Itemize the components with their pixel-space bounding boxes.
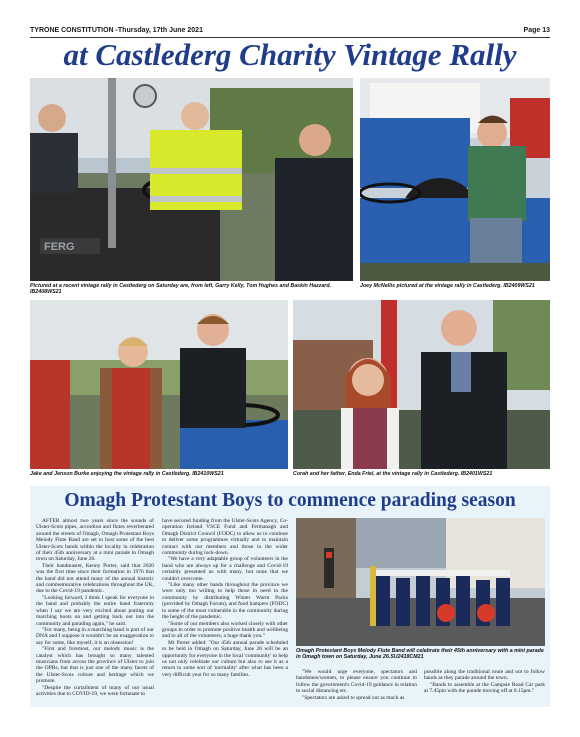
article-paragraph: "Like many other bands throughout the province we were only too willing to help those in need in the community by distributing Winter Warm Packs (provided by Omagh Forum), and food hampers (FODC) to some of the most vulnerable in the community during the height of the pandemic.	[162, 582, 288, 621]
article-paragraph: "Spectators are asked to spread out as much as	[302, 694, 405, 701]
article-paragraph: "Some of our members also worked closely with other groups in order to promote positive health and wellbeing and to all of the volunteers, a huge thank you."	[162, 620, 288, 640]
article-paragraph: Their bandmaster, Kenny Porter, said that 2020 was the first time since their formation in 1976 that the band did not attend many of the annual historic and commemorative celebrations throughout the UK, due to the Covid-19 pandemic.	[36, 562, 154, 595]
article-paragraph: Mr Porter added: "Our 45th annual parade scheduled to be held in Omagh on Saturday, June 26 will be an opportunity for everyone in the local 'community' to help us not only celebrate our culture but also to see it as a return to some sort of 'normality' after what has been a very difficult year for so many families.	[162, 639, 288, 678]
photo-flute-band-parade	[296, 518, 545, 646]
masthead-publication-date: TYRONE CONSTITUTION -Thursday, 17th June 2021	[30, 27, 203, 34]
page-headline: at Castlederg Charity Vintage Rally	[63, 37, 517, 72]
article-paragraph: "We have a very adaptable group of volunteers in the band who are always up for a challenge and Covid-19 certainly presented us with many, but none that we couldn't overcome.	[162, 556, 288, 582]
article-paragraph: "Looking forward, I think I speak for everyone in the band and probably the entire band fraternity when I say we are very excited about putting our marching boots on and getting back out into the community and parading again," he said.	[36, 594, 154, 627]
article-column-4	[424, 669, 545, 706]
caption-photo-father-and-daughter: Corah and her father, Enda Friel, at the vintage rally in Castlederg. IB2401WS21	[293, 471, 493, 477]
article-column-2	[162, 518, 288, 705]
article-title: Omagh Protestant Boys to commence parading season	[64, 490, 516, 511]
article-paragraph: "For many, being in a marching band is part of our DNA and I suppose it wouldn't be an exaggeration to say for some, like myself, it is an obsession!	[36, 626, 154, 646]
article-paragraph: "First and foremost, our melody music is the catalyst which has brought so many talented musicians from across the province of Ulster to join the OPBs, but that is just one of the many facets of the Ulster-Scots culture and heritage which we promote.	[36, 646, 154, 685]
caption-photo-boy-on-blue-tractor: Joey McNellis pictured at the vintage rally in Castlederg. IB2409WS21	[360, 283, 535, 289]
tractor-badge-text: FERG	[44, 241, 75, 253]
article-paragraph: have secured funding from the Ulster-Scots Agency, Co-operation Ireland VSCE Fund and Fermanagh and Omagh District Council (FODC) to allow us to continue to deliver some programmes virtually and to maintain contact with our members and those in the wider community during lock-down.	[162, 518, 288, 557]
article-column-1	[36, 518, 154, 705]
photo-boy-on-blue-tractor	[360, 78, 550, 281]
article-paragraph: "We would urge everyone, spectators and bandsmen/women, to please ensure you continue to follow the government's Covid-19 guidance in relation to social distancing etc.	[296, 669, 417, 695]
article-paragraph: "Bands to assemble at the Campsie Road Car park at 7.45pm with the parade moving off at 8.15pm."	[424, 681, 545, 695]
photo-father-and-daughter	[293, 300, 550, 469]
photo-two-boys-on-tractor	[30, 300, 288, 469]
caption-photo-flute-band-parade: Omagh Protestant Boys Melody Flute Band will celebrate their 45th anniversary with a mini parade in Omagh town on Saturday, June 26.SU2418CM21	[296, 648, 544, 661]
caption-photo-men-at-tractor: Pictured at a recent vintage rally in Castlederg on Saturday are, from left, Garry Kelly, Tom Hughes and Baskin Hazzard. IB2408WS21	[30, 283, 332, 296]
article-column-3	[296, 669, 417, 706]
masthead-page-number: Page 13	[523, 27, 550, 34]
article-paragraph: AFTER almost two years since the sounds of Ulster-Scots pipes, accordion and flutes reverberated around the streets of Omagh, Omagh Protestant Boys Melody Flute Band are set to host some of the best Ulster-Scots bands within the locality in celebration of their 45th anniversary at a mini parade in Omagh town on Saturday, June 26.	[36, 518, 154, 563]
caption-photo-two-boys-on-tractor: Jake and Jenson Burke enjoying the vintage rally in Castlederg. IB2410WS21	[30, 471, 224, 477]
article-paragraph: "Despite the curtailment of many of our usual activities due to COVID-19, we were fortunate to	[36, 684, 154, 697]
article-paragraph: possible along the traditional route and not to follow bands as they parade around the town.	[424, 669, 545, 682]
photo-men-at-tractor	[30, 78, 353, 281]
